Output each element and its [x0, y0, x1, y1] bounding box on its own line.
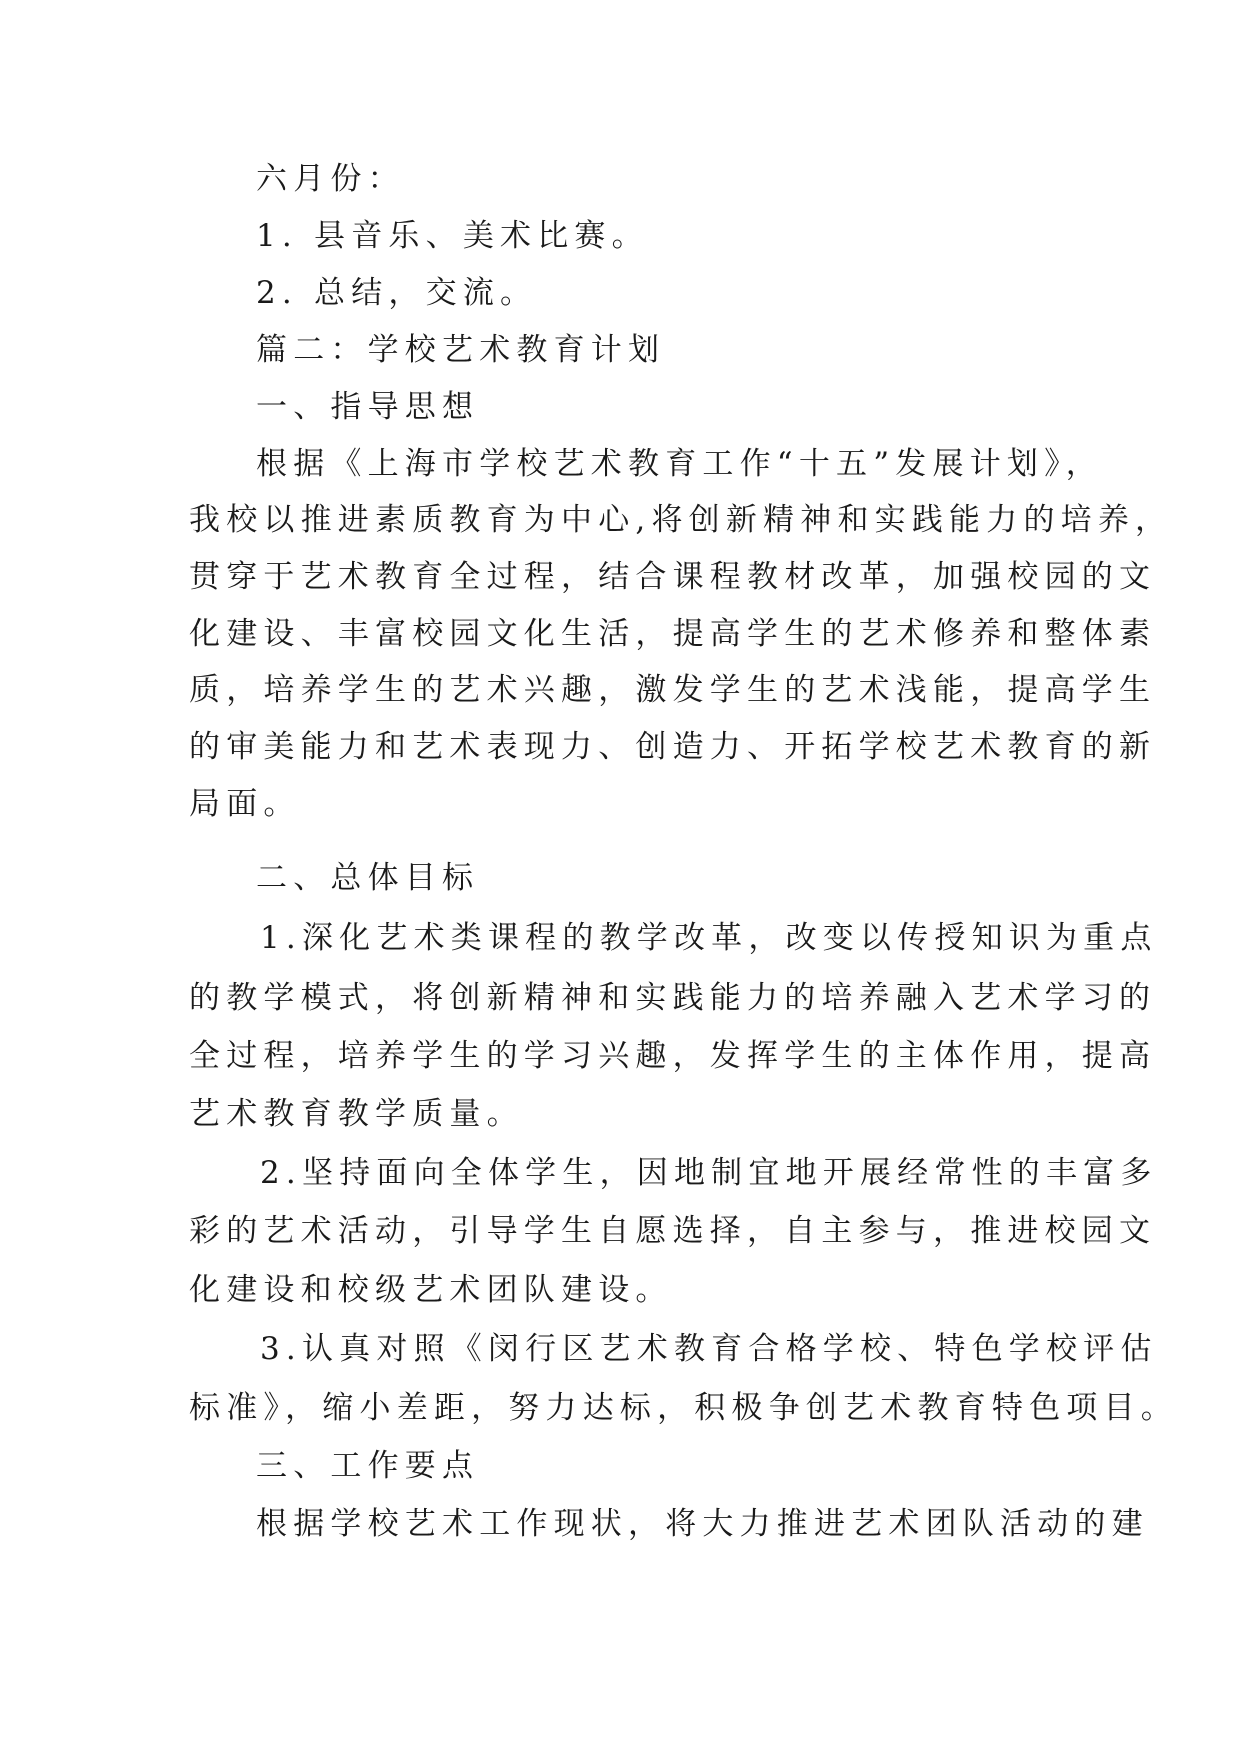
paragraph-line: 根据学校艺术工作现状，将大力推进艺术团队活动的建 — [256, 1506, 1149, 1542]
paragraph-line: 根据《上海市学校艺术教育工作“十五”发展计划》， — [256, 446, 1103, 482]
paragraph-line: 局面。 — [189, 786, 301, 822]
paragraph-line: 化建设和校级艺术团队建设。 — [189, 1272, 673, 1308]
paragraph-line: 标准》，缩小差距，努力达标，积极争创艺术教育特色项目。 — [189, 1390, 1178, 1426]
paragraph-line: 3.认真对照《闵行区艺术教育合格学校、特色学校评估 — [260, 1331, 1158, 1367]
section-heading: 三、工作要点 — [256, 1448, 480, 1484]
paragraph-line: 的教学模式，将创新精神和实践能力的培养融入艺术学习的 — [189, 980, 1157, 1016]
section-heading: 一、指导思想 — [256, 389, 480, 425]
paragraph-line: 的审美能力和艺术表现力、创造力、开拓学校艺术教育的新 — [189, 729, 1157, 765]
paragraph-line: 2.坚持面向全体学生，因地制宜地开展经常性的丰富多 — [260, 1155, 1158, 1191]
part-title: 篇二：学校艺术教育计划 — [256, 332, 666, 368]
paragraph-line: 艺术教育教学质量。 — [189, 1096, 524, 1132]
list-item: 1. 县音乐、美术比赛。 — [256, 218, 649, 254]
section-heading: 二、总体目标 — [256, 860, 480, 896]
paragraph-line: 彩的艺术活动，引导学生自愿选择，自主参与，推进校园文 — [189, 1213, 1157, 1249]
paragraph-line: 质，培养学生的艺术兴趣，激发学生的艺术浅能，提高学生 — [189, 672, 1157, 708]
paragraph-line: 全过程，培养学生的学习兴趣，发挥学生的主体作用，提高 — [189, 1038, 1157, 1074]
paragraph-line: 我校以推进素质教育为中心,将创新精神和实践能力的培养， — [189, 502, 1173, 538]
paragraph-line: 化建设、丰富校园文化生活，提高学生的艺术修养和整体素 — [189, 616, 1157, 652]
paragraph-line: 贯穿于艺术教育全过程，结合课程教材改革，加强校园的文 — [189, 559, 1157, 595]
section-heading-june: 六月份： — [256, 161, 405, 197]
list-item: 2. 总结，交流。 — [256, 275, 538, 311]
paragraph-line: 1.深化艺术类课程的教学改革，改变以传授知识为重点 — [260, 920, 1158, 956]
